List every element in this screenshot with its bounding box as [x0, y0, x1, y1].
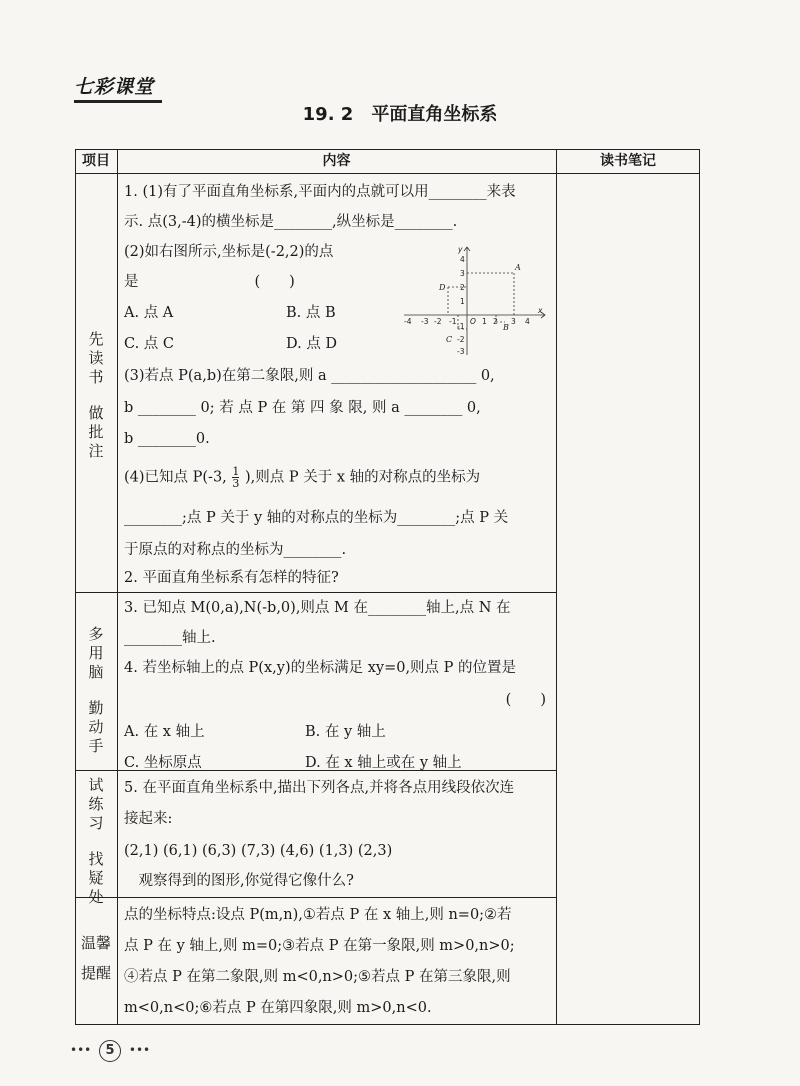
- section-label-tips: 温馨 提醒: [80, 934, 111, 982]
- x-axis-label: x: [538, 306, 543, 315]
- header-content: 内容: [322, 153, 351, 169]
- q1-2-line-b: 是 ( ): [124, 274, 295, 290]
- y-tick-1: 1: [460, 297, 465, 306]
- q1-4-line-c: 于原点的对称点的坐标为________.: [124, 542, 347, 558]
- coordinate-figure: [400, 243, 550, 358]
- row-divider-1: [75, 592, 557, 593]
- x-tick-2: 2: [493, 317, 498, 326]
- tip-line-4: m<0,n<0;⑥若点 P 在第四象限,则 m>0,n<0.: [124, 1000, 432, 1016]
- q1-4-pre: (4)已知点 P(-3,: [124, 469, 227, 486]
- x-tick-neg1: -1: [449, 317, 457, 326]
- q1-3-line-b: b ________ 0; 若 点 P 在 第 四 象 限, 则 a ________ 0,: [124, 400, 481, 416]
- q1-4-post: ),则点 P 关于 x 轴的对称点的坐标为: [245, 469, 481, 486]
- x-tick-1: 1: [482, 317, 487, 326]
- y-tick-neg3: -3: [457, 347, 465, 356]
- x-tick-3: 3: [511, 317, 516, 326]
- q4-option-b: B. 在 y 轴上: [305, 724, 386, 740]
- q5-line-b: 接起来:: [124, 811, 173, 827]
- q5-points: (2,1) (6,1) (6,3) (7,3) (4,6) (1,3) (2,3): [124, 843, 393, 859]
- q1-1-line-b: 示. 点(3,-4)的横坐标是________,纵坐标是________.: [124, 214, 458, 230]
- q4-line-b: ( ): [505, 692, 546, 708]
- footer-dots-left: •••: [70, 1043, 92, 1057]
- section-label-think: 多 用 脑 勤 动 手: [88, 625, 104, 755]
- page-title: 19. 2 平面直角坐标系: [302, 104, 498, 125]
- footer-dots-right: •••: [128, 1043, 151, 1057]
- x-tick-neg4: -4: [404, 317, 412, 326]
- origin-label: O: [470, 317, 476, 326]
- q5-question: 观察得到的图形,你觉得它像什么?: [124, 873, 354, 889]
- q1-2-line-a: (2)如右图所示,坐标是(-2,2)的点: [124, 244, 334, 260]
- q1-4-line-b: ________;点 P 关于 y 轴的对称点的坐标为________;点 P 关: [124, 510, 509, 526]
- page-footer: [70, 1040, 150, 1062]
- fraction-numerator: 1: [232, 465, 240, 478]
- y-tick-3: 3: [460, 269, 465, 278]
- col-divider-1: [117, 149, 118, 1025]
- q1-2-option-d: D. 点 D: [286, 336, 338, 352]
- tip-line-2: 点 P 在 y 轴上,则 m=0;③若点 P 在第一象限,则 m>0,n>0;: [124, 938, 515, 954]
- q1-3-line-c: b ________0.: [124, 431, 210, 447]
- q3-line-a: 3. 已知点 M(0,a),N(-b,0),则点 M 在________轴上,点 N 在: [124, 600, 511, 616]
- q1-2-option-a: A. 点 A: [124, 305, 174, 321]
- q1-2-option-b: B. 点 B: [286, 305, 336, 321]
- x-tick-neg2: -2: [434, 317, 442, 326]
- section-label-practice: 试 练 习 找 疑 处: [88, 776, 104, 906]
- q1-1-line-a: 1. (1)有了平面直角坐标系,平面内的点就可以用________来表: [124, 184, 516, 200]
- y-axis-label: y: [458, 245, 463, 254]
- q5-line-a: 5. 在平面直角坐标系中,描出下列各点,并将各点用线段依次连: [124, 780, 515, 796]
- section-label-read: 先 读 书 做 批 注: [88, 330, 104, 460]
- q1-2-option-c: C. 点 C: [124, 336, 174, 352]
- tip-line-1: 点的坐标特点:设点 P(m,n),①若点 P 在 x 轴上,则 n=0;②若: [124, 907, 512, 923]
- q3-line-b: ________轴上.: [124, 630, 216, 646]
- tip-line-3: ④若点 P 在第二象限,则 m<0,n>0;⑤若点 P 在第三象限,则: [124, 969, 511, 985]
- point-label-c: C: [446, 335, 453, 344]
- q4-option-c: C. 坐标原点: [124, 755, 202, 771]
- header-item: 项目: [82, 153, 110, 169]
- y-tick-2: 2: [460, 283, 465, 292]
- y-tick-neg1: -1: [457, 322, 465, 331]
- y-tick-4: 4: [460, 255, 465, 264]
- header-notes: 读书笔记: [600, 153, 656, 169]
- point-label-b: B: [503, 323, 509, 332]
- header-divider: [75, 173, 700, 174]
- q1-3-line-a: (3)若点 P(a,b)在第二象限,则 a ____________________ 0,: [124, 368, 495, 384]
- fraction: [232, 466, 239, 489]
- point-label-d: D: [439, 283, 446, 292]
- q1-4-line-a: [124, 466, 552, 489]
- q2-line: 2. 平面直角坐标系有怎样的特征?: [124, 570, 339, 586]
- fraction-denominator: 3: [232, 477, 240, 490]
- y-tick-neg2: -2: [457, 335, 465, 344]
- x-tick-neg3: -3: [421, 317, 429, 326]
- q4-line-a: 4. 若坐标轴上的点 P(x,y)的坐标满足 xy=0,则点 P 的位置是: [124, 660, 517, 676]
- q4-option-d: D. 在 x 轴上或在 y 轴上: [305, 755, 462, 771]
- point-label-a: A: [515, 263, 521, 272]
- q4-option-a: A. 在 x 轴上: [124, 724, 205, 740]
- x-tick-4: 4: [525, 317, 530, 326]
- col-divider-2: [556, 149, 557, 1025]
- row-divider-3: [75, 897, 557, 898]
- brand-logo: 七彩课堂: [74, 76, 155, 98]
- page-number: 5: [99, 1040, 121, 1062]
